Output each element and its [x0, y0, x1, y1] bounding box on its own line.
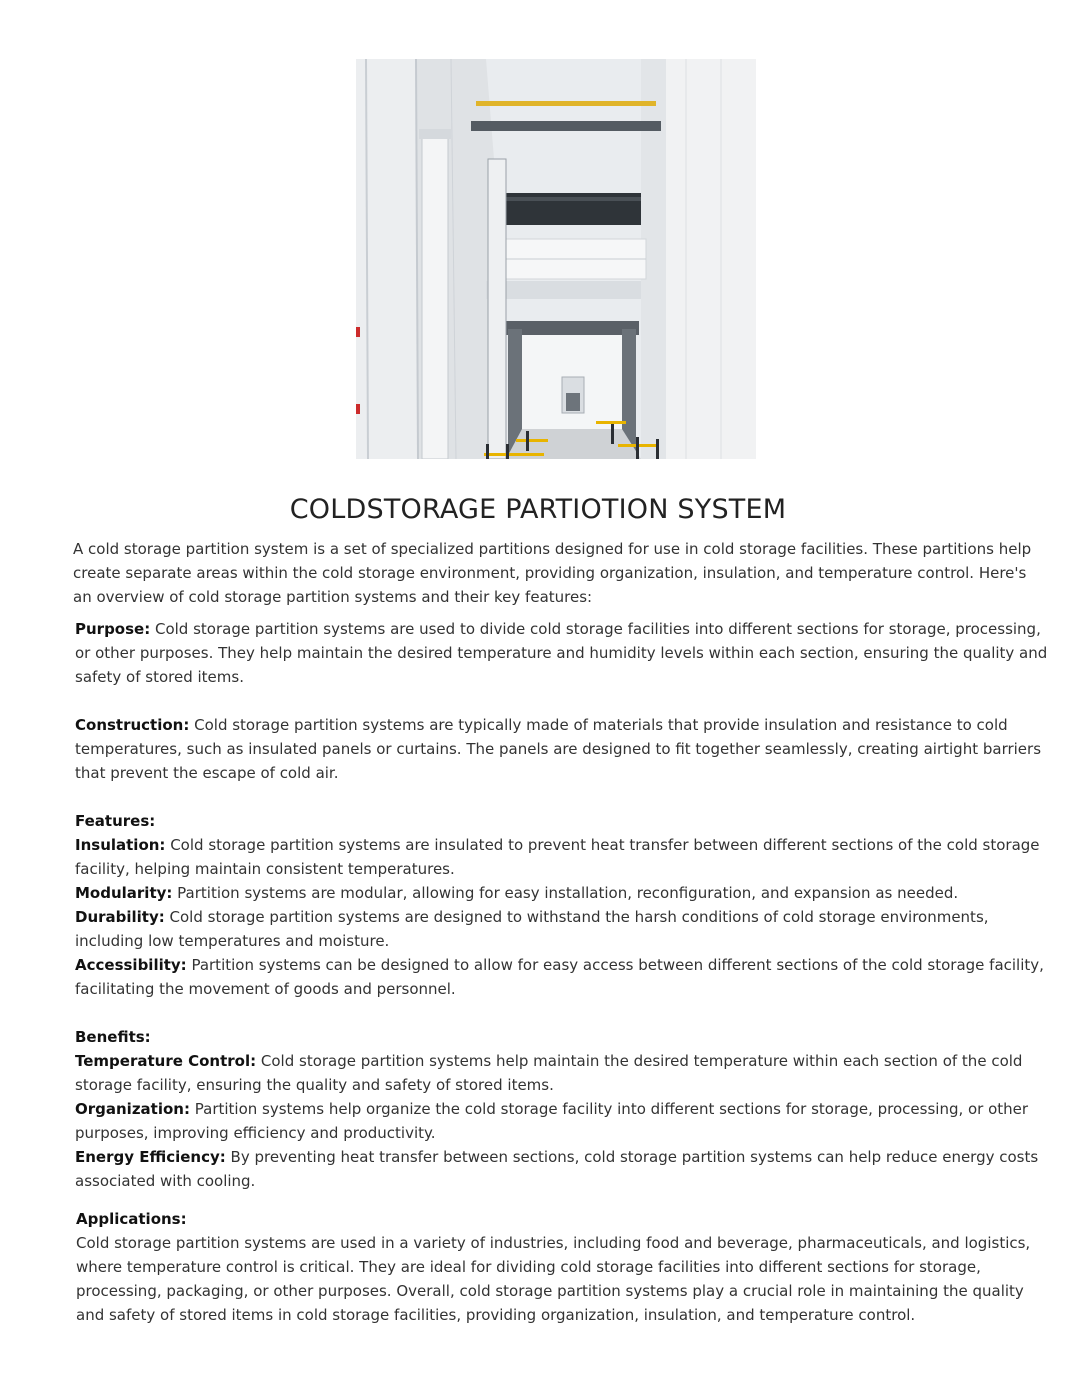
feature-item-durability: Durability: Cold storage partition systems are designed to withstand the harsh conditions of cold storage environments, including low temperatures and moisture.: [75, 908, 989, 950]
hero-image: [356, 59, 756, 459]
feature-item-insulation: Insulation: Cold storage partition systems are insulated to prevent heat transfer between different sections of the cold storage facility, helping maintain consistent temperatures.: [75, 836, 1040, 878]
benefit-item-temperature-control: Temperature Control: Cold storage partition systems help maintain the desired temperature within each section of the cold storage facility, ensuring the quality and safety of stored items.: [75, 1052, 1023, 1094]
construction-label: Construction:: [75, 716, 190, 734]
benefits-heading: Benefits:: [75, 1028, 151, 1046]
purpose-paragraph: [75, 617, 1050, 689]
features-heading: Features:: [75, 812, 156, 830]
feature-item-accessibility: Accessibility: Partition systems can be designed to allow for easy access between different sections of the cold storage facility, facilitating the movement of goods and personnel.: [75, 956, 1044, 998]
applications-text: Cold storage partition systems are used in a variety of industries, including food and beverage, pharmaceuticals, and logistics, where temperature control is critical. They are ideal for dividing cold storage facilities into different sections for storage, processing, packaging, or other purposes. Overall, cold storage partition systems play a crucial role in maintaining the quality and safety of stored items in cold storage facilities, providing organization, insulation, and temperature control.: [76, 1234, 1031, 1324]
construction-paragraph: [75, 713, 1050, 785]
details-section: [75, 617, 1050, 1193]
purpose-text: Cold storage partition systems are used to divide cold storage facilities into different sections for storage, processing, or other purposes. They help maintain the desired temperature and humidity levels within each section, ensuring the quality and safety of stored items.: [75, 620, 1048, 686]
applications-section: [76, 1207, 1046, 1327]
applications-heading: Applications:: [76, 1210, 187, 1228]
intro-paragraph: A cold storage partition system is a set of specialized partitions designed for use in cold storage facilities. These partitions help create separate areas within the cold storage environment, providing organization, insulation, and temperature control. Here's an overview of cold storage partition systems and their key features:: [73, 540, 1032, 606]
cold-storage-corridor-illustration: [356, 59, 756, 459]
purpose-label: Purpose:: [75, 620, 151, 638]
page-title: COLDSTORAGE PARTIOTION SYSTEM: [289, 494, 787, 525]
feature-item-modularity: Modularity: Partition systems are modular, allowing for easy installation, reconfiguration, and expansion as needed.: [75, 884, 959, 902]
benefit-item-organization: Organization: Partition systems help organize the cold storage facility into different sections for storage, processing, or other purposes, improving efficiency and productivity.: [75, 1100, 1029, 1142]
benefit-item-energy-efficiency: Energy Efficiency: By preventing heat transfer between sections, cold storage partition systems can help reduce energy costs associated with cooling.: [75, 1148, 1039, 1190]
construction-text: Cold storage partition systems are typically made of materials that provide insulation and resistance to cold temperatures, such as insulated panels or curtains. The panels are designed to fit together seamlessly, creating airtight barriers that prevent the escape of cold air.: [75, 716, 1042, 782]
